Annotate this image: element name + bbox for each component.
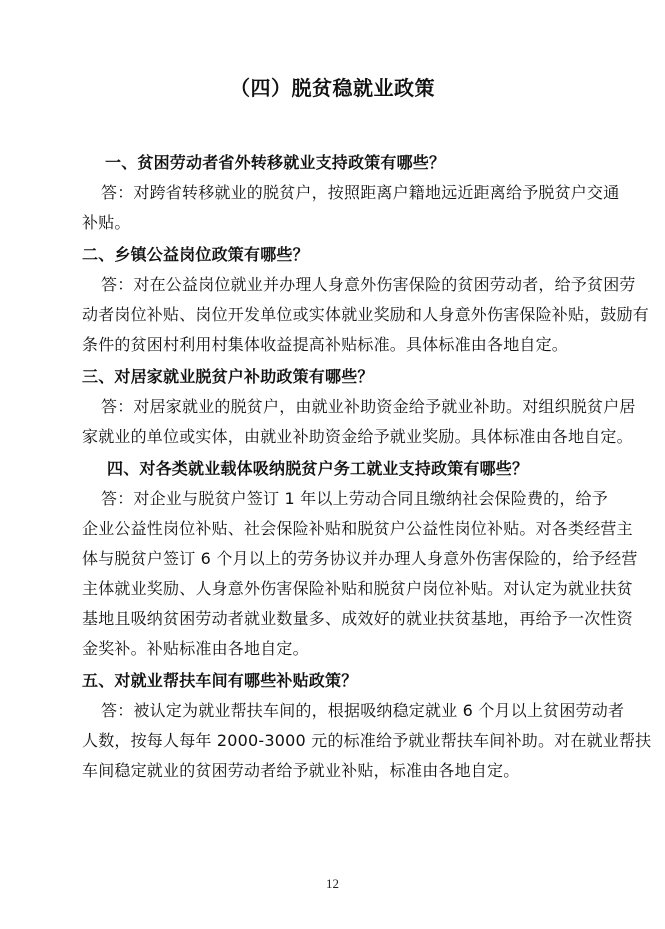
answer-line: 补贴。 [82,213,131,232]
answer-line: 答：对企业与脱贫户签订 1 年以上劳动合同且缴纳社会保险费的，给予 [101,489,608,508]
answer-line: 基地且吸纳贫困劳动者就业数量多、成效好的就业扶贫基地，再给予一次性资 [82,609,633,628]
section-3-question: 三、对居家就业脱贫户补助政策有哪些？ [82,367,374,386]
section-2-question: 二、乡镇公益岗位政策有哪些？ [82,245,309,264]
page-title: （四）脱贫稳就业政策 [230,76,435,100]
section-2-answer [82,270,650,360]
section-4-answer [82,484,638,664]
policy-section-4 [82,454,638,664]
section-5-question: 五、对就业帮扶车间有哪些补贴政策？ [82,671,358,690]
policy-content [82,146,652,786]
section-5-answer [82,696,652,786]
section-4-question: 四、对各类就业载体吸纳脱贫户务工就业支持政策有哪些？ [107,459,529,478]
answer-line: 动者岗位补贴、岗位开发单位或实体就业奖励和人身意外伤害保险补贴，鼓励有 [82,305,650,324]
policy-section-2 [82,240,650,360]
answer-line: 金奖补。补贴标准由各地自定。 [82,639,309,658]
answer-line: 人数，按每人每年 2000-3000 元的标准给予就业帮扶车间补助。对在就业帮扶 [82,731,652,750]
answer-line: 答：对跨省转移就业的脱贫户，按照距离户籍地远近距离给予脱贫户交通 [101,183,620,202]
answer-line: 体与脱贫户签订 6 个月以上的劳务协议并办理人身意外伤害保险的，给予经营 [82,549,638,568]
answer-line: 答：对在公益岗位就业并办理人身意外伤害保险的贫困劳动者，给予贫困劳 [101,275,636,294]
answer-line: 条件的贫困村利用村集体收益提高补贴标准。具体标准由各地自定。 [82,335,569,354]
policy-section-1 [82,148,620,238]
answer-line: 答：被认定为就业帮扶车间的，根据吸纳稳定就业 6 个月以上贫困劳动者 [101,701,625,720]
policy-section-3 [82,362,636,452]
page-number: 12 [326,876,339,891]
answer-line: 家就业的单位或实体，由就业补助资金给予就业奖励。具体标准由各地自定。 [82,427,633,446]
section-1-question: 一、贫困劳动者省外转移就业支持政策有哪些？ [105,153,446,172]
answer-line: 车间稳定就业的贫困劳动者给予就业补贴，标准由各地自定。 [82,761,520,780]
section-1-answer [82,178,620,238]
answer-line: 主体就业奖励、人身意外伤害保险补贴和脱贫户岗位补贴。对认定为就业扶贫 [82,579,633,598]
section-3-answer [82,392,636,452]
answer-line: 答：对居家就业的脱贫户，由就业补助资金给予就业补助。对组织脱贫户居 [101,397,636,416]
policy-section-5 [82,666,652,786]
answer-line: 企业公益性岗位补贴、社会保险补贴和脱贫户公益性岗位补贴。对各类经营主 [82,519,633,538]
